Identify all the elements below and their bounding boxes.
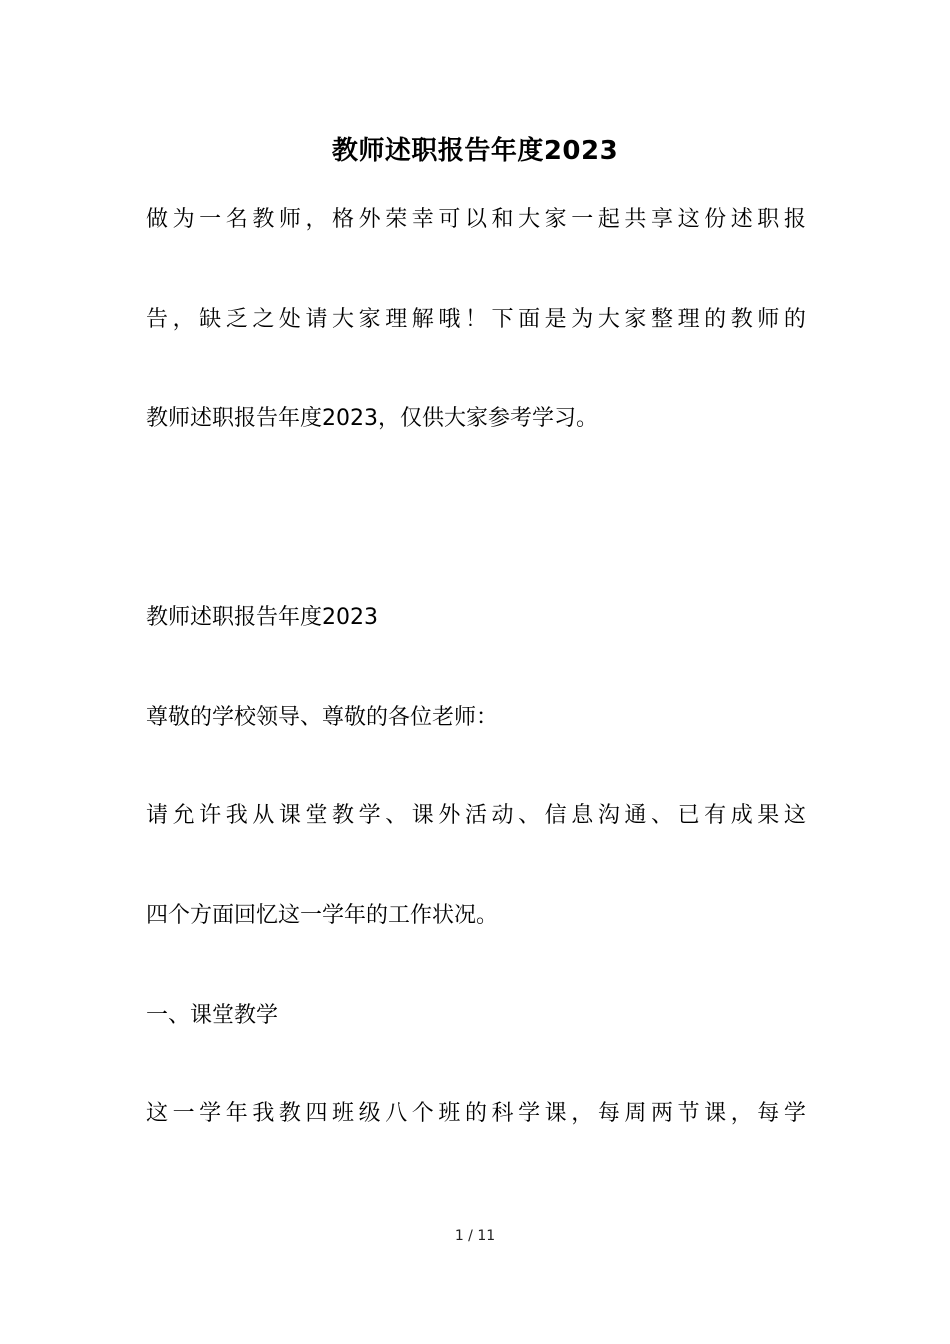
text-char: 四 — [305, 1101, 328, 1126]
text-char: 幸 — [411, 207, 434, 232]
text-char: 许 — [199, 803, 222, 828]
text-char: 大 — [518, 207, 541, 232]
text-char: 是 — [544, 307, 567, 332]
text-char: 整 — [650, 307, 673, 332]
page-number: 1 / 11 — [454, 1228, 496, 1244]
salutation-line: 尊敬的学校领导、尊敬的各位老师： — [146, 705, 499, 730]
text-char: 已 — [677, 803, 700, 828]
text-char: 学 — [518, 1101, 541, 1126]
text-char: ， — [571, 1101, 594, 1126]
text-char: 堂 — [305, 803, 328, 828]
text-char: 沟 — [597, 803, 620, 828]
text-char: 做 — [146, 207, 169, 232]
text-char: 师 — [757, 307, 780, 332]
text-char: 下 — [491, 307, 514, 332]
justified-line-2 — [146, 304, 806, 336]
text-char: 处 — [278, 307, 301, 332]
text-char: 成 — [730, 803, 753, 828]
text-char: 格 — [332, 207, 355, 232]
text-char: ， — [305, 207, 328, 232]
text-char: ， — [730, 1101, 753, 1126]
text-char: 周 — [624, 1101, 647, 1126]
justified-line-9 — [146, 1098, 806, 1130]
text-char: 述 — [730, 207, 753, 232]
body-line-1 — [146, 204, 826, 236]
text-char: 一 — [571, 207, 594, 232]
text-char: 从 — [252, 803, 275, 828]
section-heading-line: 教师述职报告年度2023 — [146, 605, 378, 630]
text-char: 外 — [358, 207, 381, 232]
text-char: 教 — [278, 1101, 301, 1126]
text-char: 外 — [438, 803, 461, 828]
text-char: 一 — [199, 207, 222, 232]
text-char: 学 — [783, 1101, 806, 1126]
text-char: 每 — [757, 1101, 780, 1126]
text-char: 可 — [438, 207, 461, 232]
text-char: 名 — [225, 207, 248, 232]
text-char: 课 — [278, 803, 301, 828]
justified-line-6 — [146, 800, 806, 832]
body-line-7: 四个方面回忆这一学年的工作状况。 — [146, 903, 499, 928]
text-char: ， — [172, 307, 195, 332]
body-line-3: 教师述职报告年度2023，仅供大家参考学习。 — [146, 406, 598, 431]
text-char: 息 — [571, 803, 594, 828]
text-char: 之 — [252, 307, 275, 332]
text-char: ！ — [464, 307, 487, 332]
text-char: 为 — [571, 307, 594, 332]
text-char: 理 — [677, 307, 700, 332]
text-char: 我 — [252, 1101, 275, 1126]
text-char: 级 — [358, 1101, 381, 1126]
text-char: 荣 — [385, 207, 408, 232]
text-char: 和 — [491, 207, 514, 232]
text-char: 请 — [305, 307, 328, 332]
text-char: 允 — [172, 803, 195, 828]
text-char: 享 — [650, 207, 673, 232]
text-char: 请 — [146, 803, 169, 828]
text-char: 课 — [544, 1101, 567, 1126]
text-char: 我 — [225, 803, 248, 828]
text-char: 大 — [332, 307, 355, 332]
text-char: 每 — [597, 1101, 620, 1126]
text-char: 师 — [278, 207, 301, 232]
body-line-6 — [146, 800, 826, 832]
text-char: 有 — [704, 803, 727, 828]
text-char: 面 — [518, 307, 541, 332]
text-char: 共 — [624, 207, 647, 232]
text-char: 班 — [438, 1101, 461, 1126]
text-char: 年 — [225, 1101, 248, 1126]
text-char: 果 — [757, 803, 780, 828]
text-char: 家 — [624, 307, 647, 332]
text-char: 哦 — [438, 307, 461, 332]
text-char: 教 — [730, 307, 753, 332]
document-title: 教师述职报告年度2023 — [331, 136, 619, 166]
text-char: 课 — [411, 803, 434, 828]
text-char: 学 — [199, 1101, 222, 1126]
text-char: 课 — [704, 1101, 727, 1126]
text-char: 解 — [411, 307, 434, 332]
text-char: 通 — [624, 803, 647, 828]
text-char: 动 — [491, 803, 514, 828]
text-char: 、 — [385, 803, 408, 828]
text-char: 两 — [650, 1101, 673, 1126]
text-char: 的 — [783, 307, 806, 332]
text-char: 这 — [783, 803, 806, 828]
text-char: 、 — [650, 803, 673, 828]
text-char: 的 — [464, 1101, 487, 1126]
text-char: 节 — [677, 1101, 700, 1126]
text-char: 为 — [172, 207, 195, 232]
text-char: 份 — [704, 207, 727, 232]
text-char: 的 — [704, 307, 727, 332]
text-char: 家 — [358, 307, 381, 332]
text-char: 大 — [597, 307, 620, 332]
text-char: 学 — [358, 803, 381, 828]
text-char: 一 — [172, 1101, 195, 1126]
text-char: 这 — [146, 1101, 169, 1126]
text-char: 教 — [252, 207, 275, 232]
text-char: 报 — [783, 207, 806, 232]
text-char: 以 — [464, 207, 487, 232]
text-char: 信 — [544, 803, 567, 828]
justified-line-1 — [146, 204, 806, 236]
subsection-heading-line: 一、课堂教学 — [146, 1003, 279, 1028]
text-char: 起 — [597, 207, 620, 232]
text-char: 职 — [757, 207, 780, 232]
text-char: 乏 — [225, 307, 248, 332]
text-char: 班 — [332, 1101, 355, 1126]
text-char: 理 — [385, 307, 408, 332]
text-char: 八 — [385, 1101, 408, 1126]
text-char: 家 — [544, 207, 567, 232]
text-char: 这 — [677, 207, 700, 232]
text-char: 教 — [332, 803, 355, 828]
text-char: 个 — [411, 1101, 434, 1126]
body-line-9 — [146, 1098, 826, 1130]
text-char: 告 — [146, 307, 169, 332]
text-char: 缺 — [199, 307, 222, 332]
text-char: 活 — [464, 803, 487, 828]
text-char: 科 — [491, 1101, 514, 1126]
body-line-2 — [146, 304, 826, 336]
text-char: 、 — [518, 803, 541, 828]
